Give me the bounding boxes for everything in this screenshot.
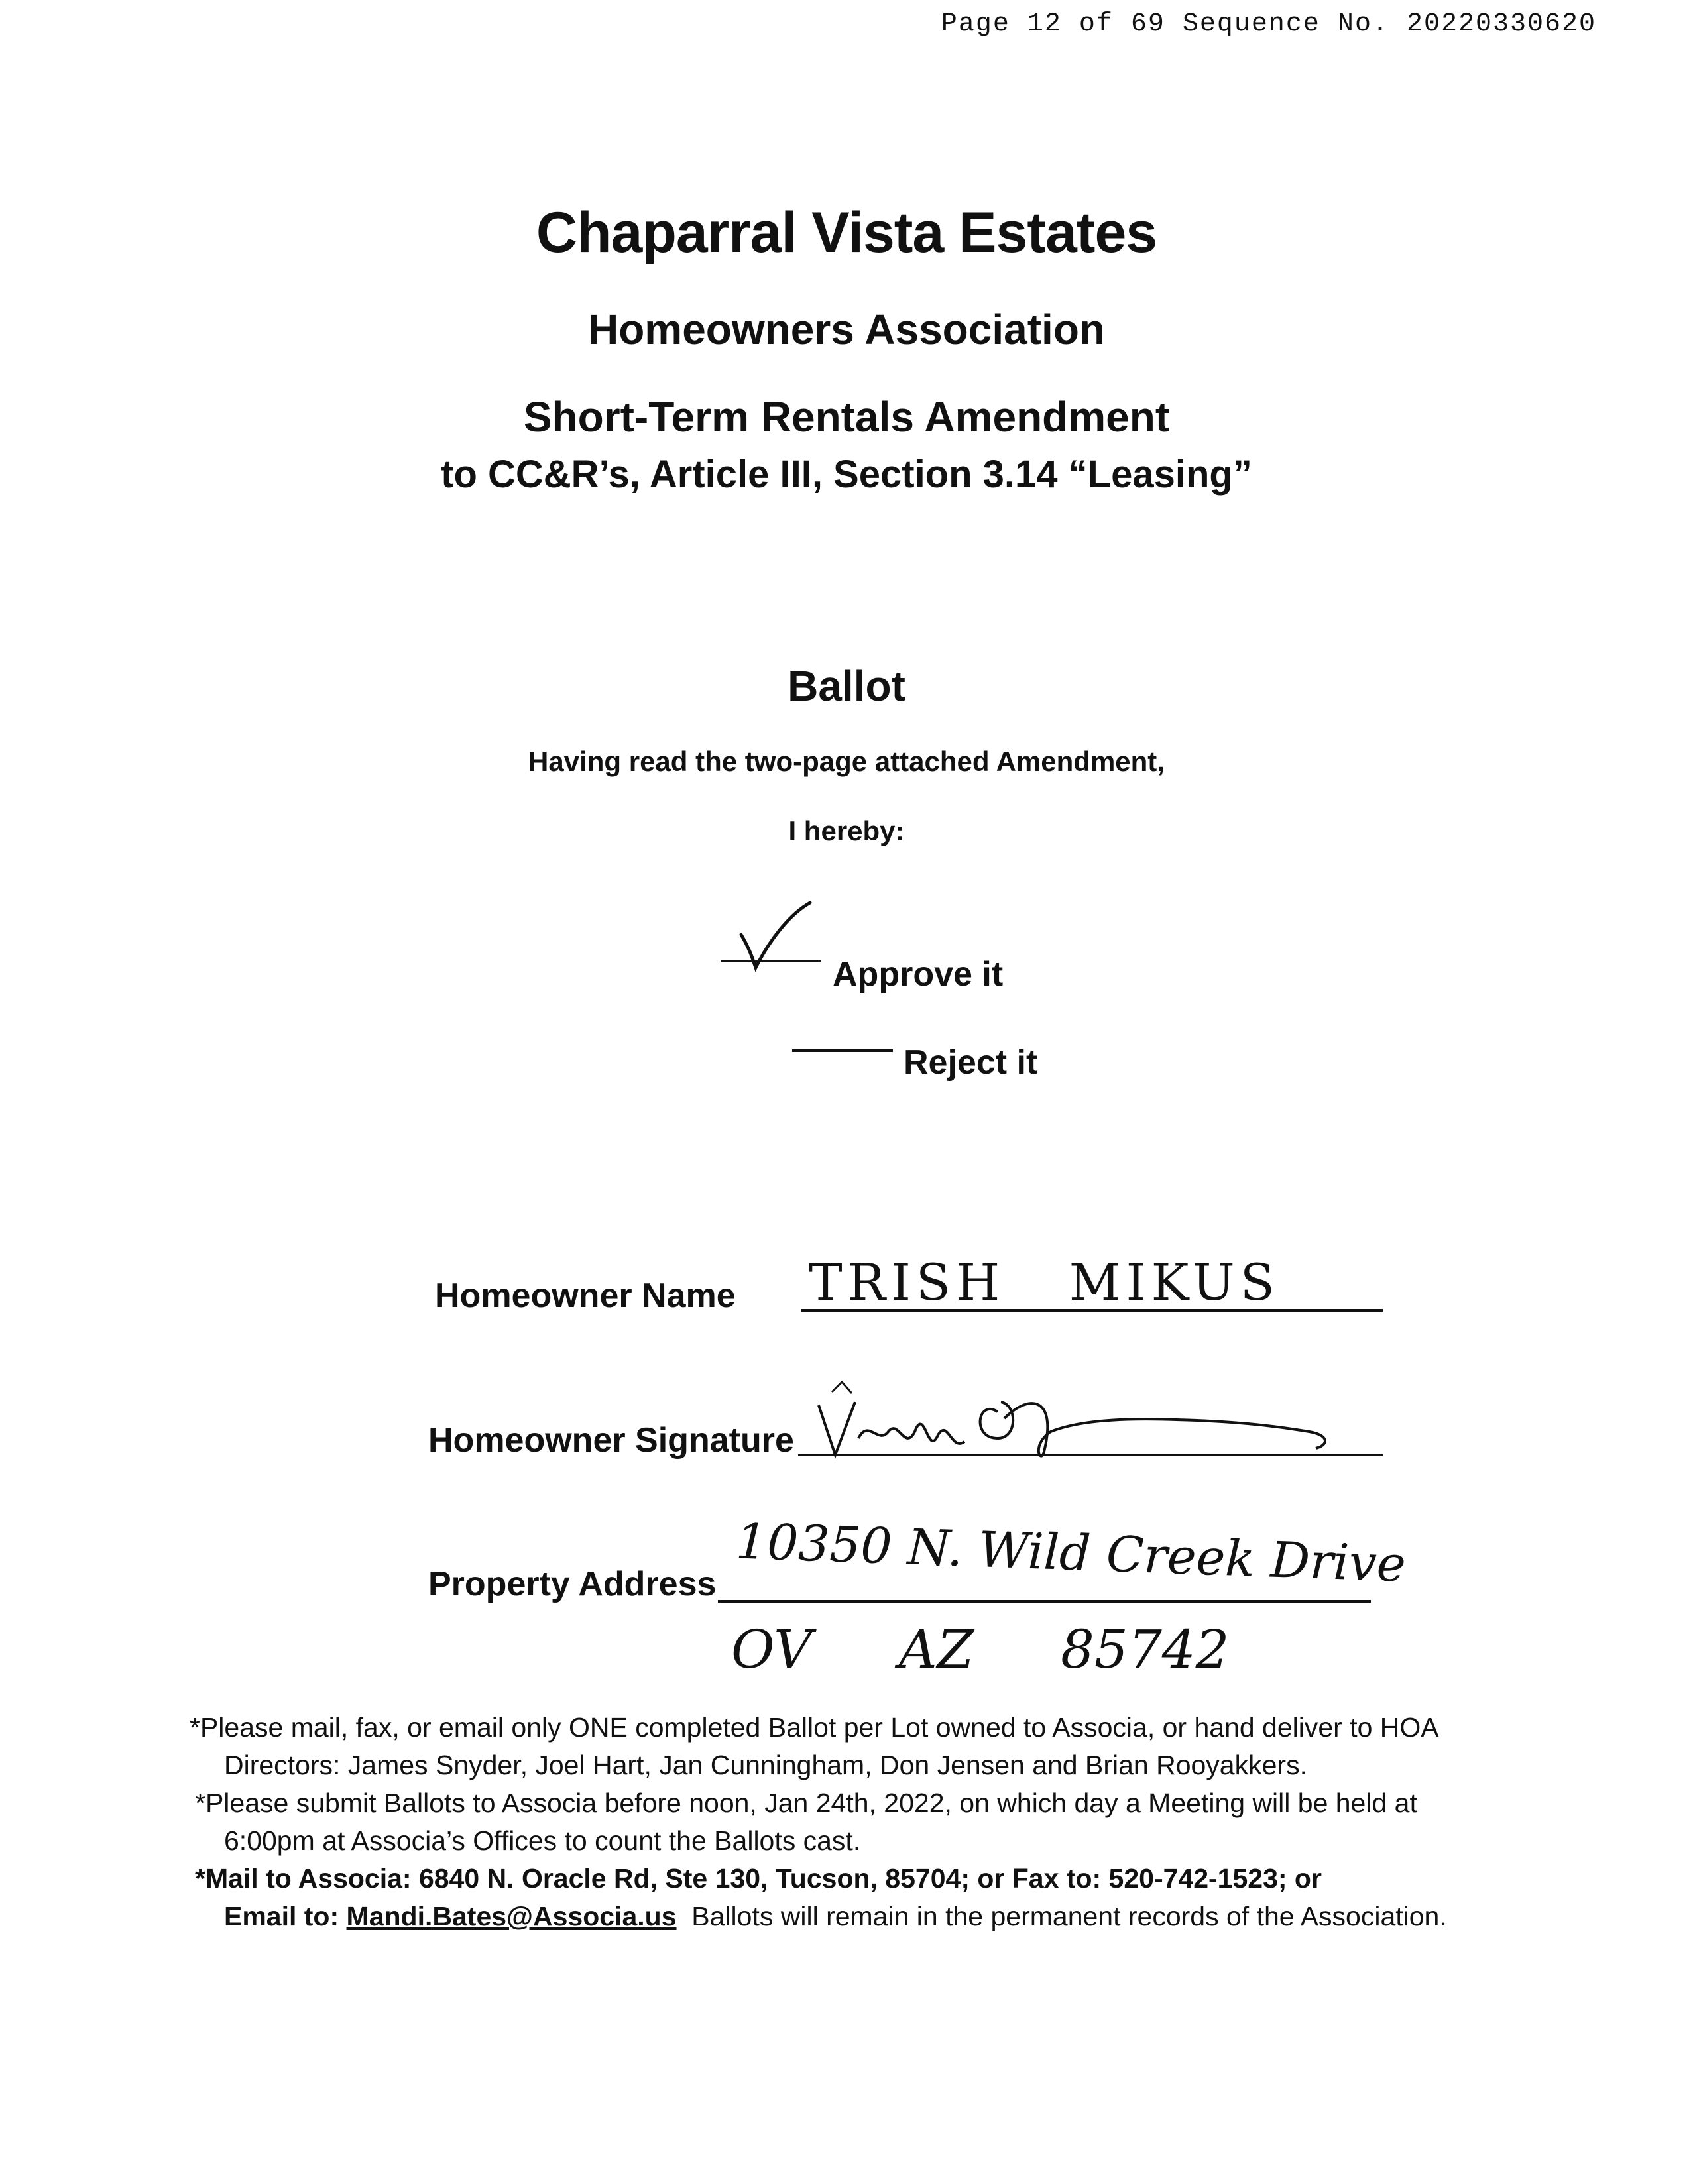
reject-blank-line[interactable] [792, 1049, 893, 1052]
instructions-notes [190, 1709, 1515, 1935]
homeowner-name-line [801, 1309, 1383, 1312]
property-address-label: Property Address [428, 1565, 717, 1603]
ballot-heading: Ballot [788, 662, 905, 710]
note-3-tail: Ballots will remain in the permanent records of the Association. [676, 1901, 1447, 1931]
ballot-intro: Having read the two-page attached Amendment, [528, 746, 1165, 777]
reject-label: Reject it [904, 1043, 1038, 1082]
amendment-title: Short-Term Rentals Amendment [523, 393, 1170, 441]
homeowner-name-value[interactable]: TRISH MIKUS [809, 1253, 1280, 1312]
homeowner-signature-label: Homeowner Signature [428, 1421, 794, 1460]
property-address-line2[interactable]: OV AZ 85742 [731, 1619, 1230, 1680]
email-label: Email to: [224, 1901, 339, 1931]
homeowner-name-label: Homeowner Name [435, 1277, 736, 1315]
approve-label: Approve it [833, 955, 1004, 994]
ballot-hereby: I hereby: [788, 815, 905, 846]
property-address-line1[interactable]: 10350 N. Wild Creek Drive [734, 1513, 1407, 1593]
email-link[interactable]: Mandi.Bates@Associa.us [346, 1901, 677, 1931]
homeowner-signature-line [798, 1454, 1383, 1456]
note-1-line-2: Directors: James Snyder, Joel Hart, Jan Cunningham, Don Jensen and Brian Rooyakkers. [224, 1750, 1307, 1780]
note-1-line-1: *Please mail, fax, or email only ONE completed Ballot per Lot owned to Associa, or hand deliver to HOA [190, 1712, 1439, 1743]
amendment-subtitle: to CC&R’s, Article III, Section 3.14 “Leasing” [441, 453, 1252, 496]
note-3-line-2 [190, 1898, 1515, 1935]
handwritten-signature[interactable] [805, 1379, 1349, 1465]
approve-blank-line[interactable] [721, 960, 821, 962]
note-3-line-1: *Mail to Associa: 6840 N. Oracle Rd, Ste 130, Tucson, 85704; or Fax to: 520-742-1523; or [195, 1863, 1322, 1894]
page-sequence-stamp: Page 12 of 69 Sequence No. 20220330620 [941, 9, 1596, 39]
note-2-line-1: *Please submit Ballots to Associa before noon, Jan 24th, 2022, on which day a Meeting will be held at [195, 1788, 1417, 1818]
association-name: Homeowners Association [587, 306, 1106, 353]
checkmark-icon [736, 901, 815, 974]
document-title: Chaparral Vista Estates [536, 201, 1157, 264]
property-address-line [718, 1600, 1371, 1603]
note-2-line-2: 6:00pm at Associa’s Offices to count the Ballots cast. [224, 1825, 861, 1856]
